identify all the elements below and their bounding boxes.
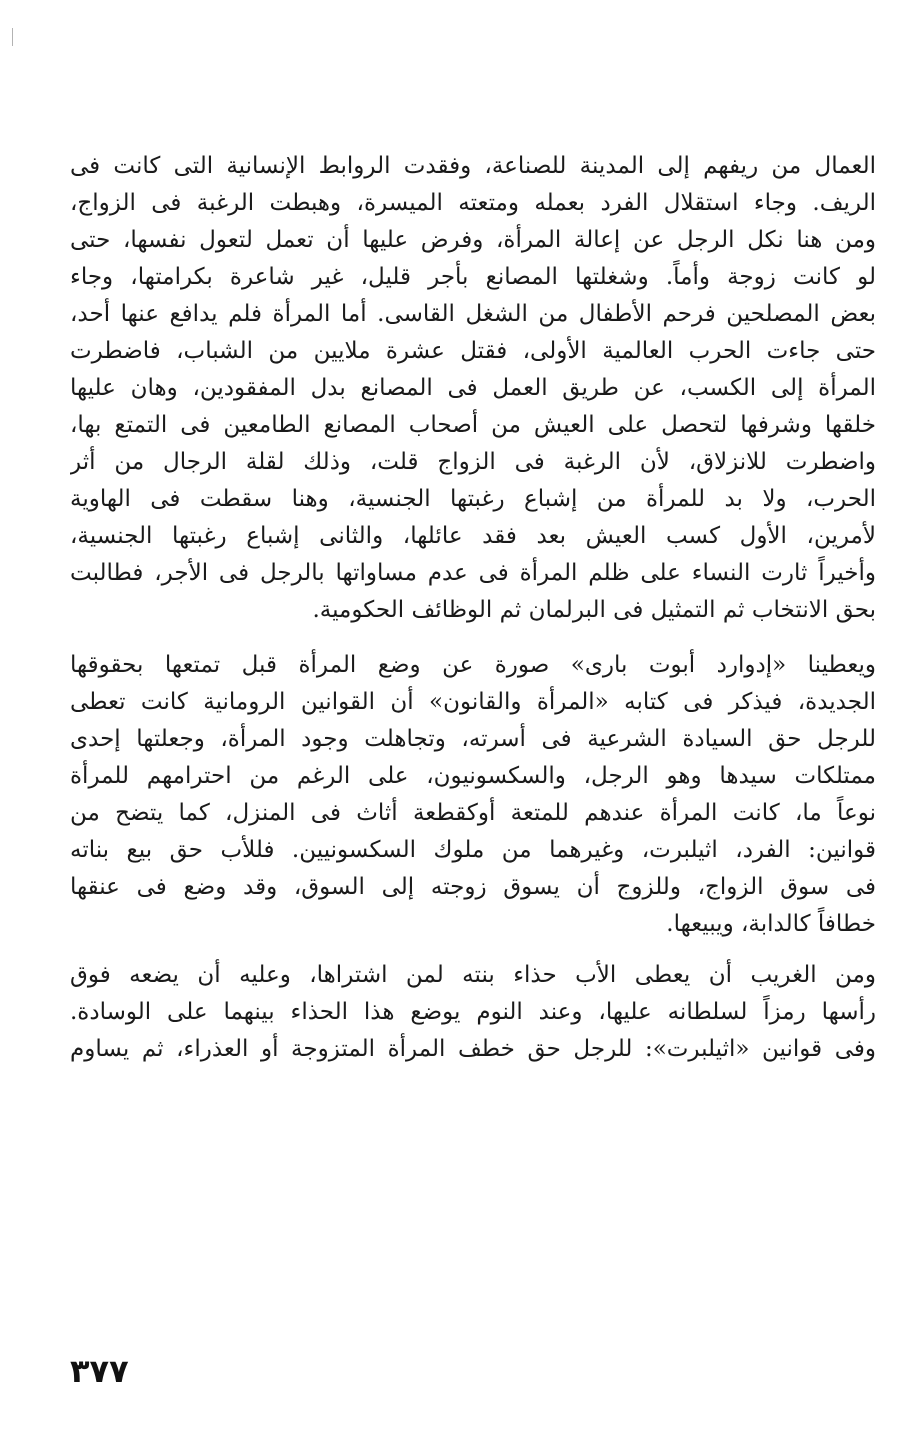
paragraph-spacer — [70, 943, 876, 957]
text-line: لأمرين، الأول كسب العيش بعد فقد عائلها، والثانى إشباع رغبتها الجنسية، — [70, 523, 876, 549]
text-line: الجديدة، فيذكر فى كتابه «المرأة والقانون» أن القوانين الرومانية كانت تعطى — [70, 689, 876, 715]
text-line: وفى قوانين «اثيلبرت»: للرجل حق خطف المرأة المتزوجة أو العذراء، ثم يساوم — [70, 1036, 876, 1062]
page-number: ٣٧٧ — [70, 1352, 129, 1390]
text-line: بحق الانتخاب ثم التمثيل فى البرلمان ثم الوظائف الحكومية. — [312, 597, 876, 623]
text-line: ويعطينا «إدوارد أبوت بارى» صورة عن وضع المرأة قبل تمتعها بحقوقها — [70, 652, 876, 678]
text-line: ومن الغريب أن يعطى الأب حذاء بنته لمن اشتراها، وعليه أن يضعه فوق — [70, 962, 876, 988]
text-line: العمال من ريفهم إلى المدينة للصناعة، وفقدت الروابط الإنسانية التى كانت فى — [70, 153, 876, 179]
text-line: نوعاً ما، كانت المرأة عندهم للمتعة أوكقطعة أثاث فى المنزل، كما يتضح من — [70, 800, 876, 826]
text-line: وأخيراً ثارت النساء على ظلم المرأة فى عدم مساواتها بالرجل فى الأجر، فطالبت — [70, 560, 876, 586]
text-line: رأسها رمزاً لسلطانه عليها، وعند النوم يوضع هذا الحذاء بينهما على الوسادة. — [70, 999, 876, 1025]
text-line: بعض المصلحين فرحم الأطفال من الشغل القاسى. أما المرأة فلم يدافع عنها أحد، — [70, 301, 876, 327]
text-line: قوانين: الفرد، اثيلبرت، وغيرهما من ملوك السكسونيين. فللأب حق بيع بناته — [70, 837, 876, 863]
text-line: ممتلكات سيدها وهو الرجل، والسكسونيون، على الرغم من احترامهم للمرأة — [70, 763, 876, 789]
text-line: المرأة إلى الكسب، عن طريق العمل فى المصانع بدل المفقودين، وهان عليها — [70, 375, 876, 401]
text-line: ومن هنا نكل الرجل عن إعالة المرأة، وفرض عليها أن تعمل لتعول نفسها، حتى — [70, 227, 876, 253]
text-line: لو كانت زوجة وأماً. وشغلتها المصانع بأجر قليل، غير شاعرة بكرامتها، وجاء — [70, 264, 876, 290]
text-line: الريف. وجاء استقلال الفرد بعمله ومتعته الميسرة، وهبطت الرغبة فى الزواج، — [70, 190, 876, 216]
text-line: فى سوق الزواج، وللزوج أن يسوق زوجته إلى السوق، وقد وضع فى عنقها — [70, 874, 876, 900]
text-line: حتى جاءت الحرب العالمية الأولى، فقتل عشرة ملايين من الشباب، فاضطرت — [70, 338, 876, 364]
text-line: الحرب، ولا بد للمرأة من إشباع رغبتها الجنسية، وهنا سقطت فى الهاوية — [70, 486, 876, 512]
page-body — [70, 148, 876, 1068]
paragraph-3 — [70, 957, 876, 1068]
paragraph-2 — [70, 647, 876, 943]
text-line: للرجل حق السيادة الشرعية فى أسرته، وتجاهلت وجود المرأة، وجعلتها إحدى — [70, 726, 876, 752]
paragraph-spacer — [70, 629, 876, 647]
scan-edge-mark — [12, 28, 13, 46]
text-line: خلقها وشرفها لتحصل على العيش من أصحاب المصانع الطامعين فى التمتع بها، — [70, 412, 876, 438]
text-line: خطافاً كالدابة، ويبيعها. — [666, 911, 876, 937]
paragraph-1 — [70, 148, 876, 629]
text-line: واضطرت للانزلاق، لأن الرغبة فى الزواج قلت، وذلك لقلة الرجال من أثر — [70, 449, 876, 475]
